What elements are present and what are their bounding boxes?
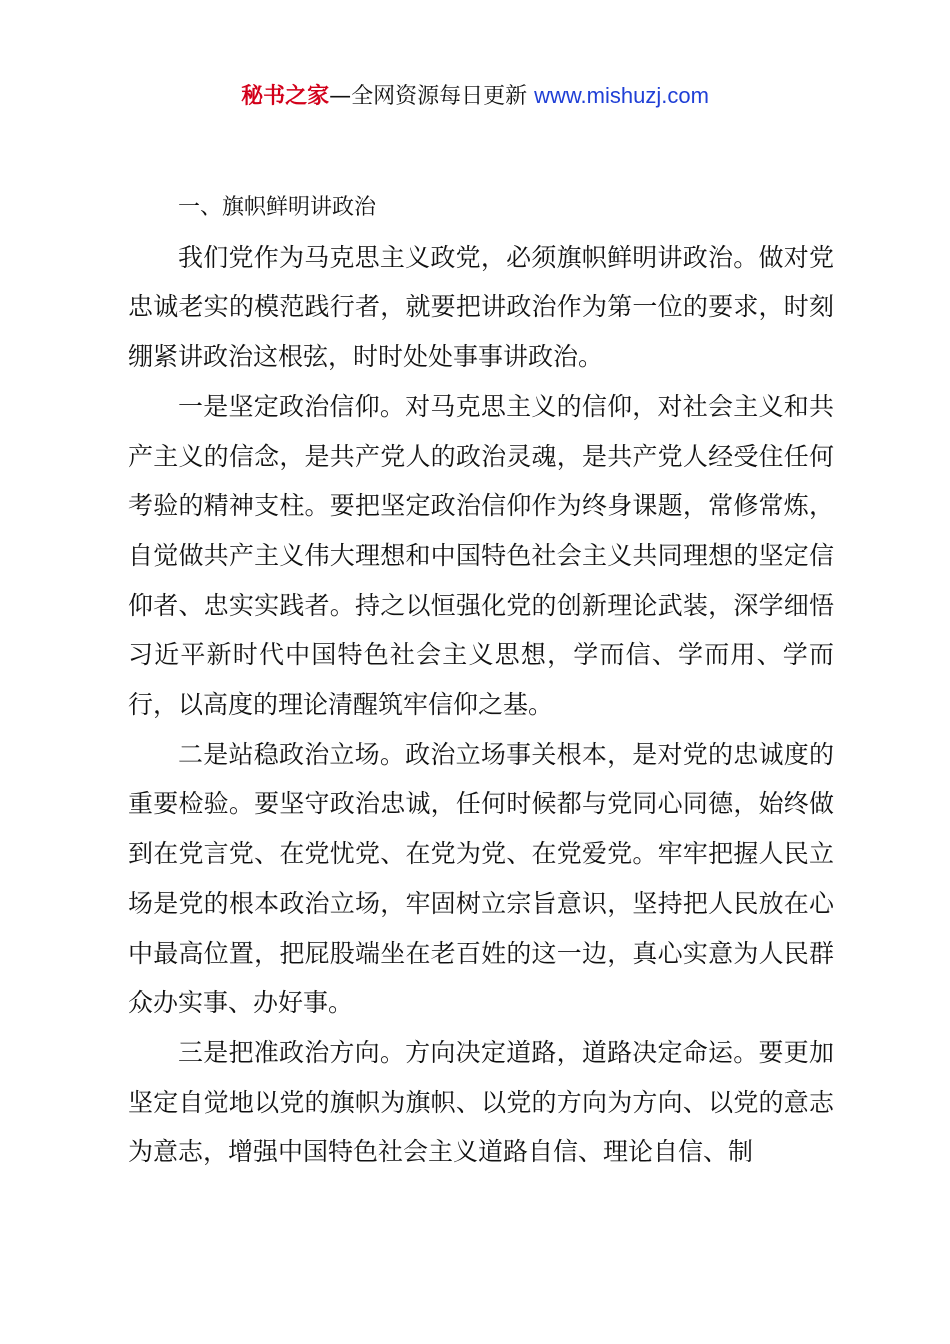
- body-paragraph: 二是站稳政治立场。政治立场事关根本，是对党的忠诚度的重要检验。要坚守政治忠诚，任何时候都与党同心同德，始终做到在党言党、在党忧党、在党为党、在党爱党。牢牢把握人民立场是党的根本政治立场，牢固树立宗旨意识，坚持把人民放在心中最高位置，把屁股端坐在老百姓的这一边，真心实意为人民群众办实事、办好事。: [128, 739, 834, 1018]
- section-heading: 一、旗帜鲜明讲政治: [178, 195, 377, 220]
- site-header: [0, 80, 950, 113]
- body-paragraph: 我们党作为马克思主义政党，必须旗帜鲜明讲政治。做对党忠诚老实的模范践行者，就要把讲政治作为第一位的要求，时刻绷紧讲政治这根弦，时时处处事事讲政治。: [128, 242, 834, 372]
- body-paragraph: 一是坚定政治信仰。对马克思主义的信仰，对社会主义和共产主义的信念，是共产党人的政治灵魂，是共产党人经受住任何考验的精神支柱。要把坚定政治信仰作为终身课题，常修常炼，自觉做共产主义伟大理想和中国特色社会主义共同理想的坚定信仰者、忠实实践者。持之以恒强化党的创新理论武装，深学细悟习近平新时代中国特色社会主义思想，学而信、学而用、学而行，以高度的理论清醒筑牢信仰之基。: [128, 391, 834, 720]
- site-brand[interactable]: 秘书之家: [241, 84, 330, 109]
- document-body: [128, 183, 834, 1177]
- site-tagline: —全网资源每日更新: [329, 84, 535, 109]
- site-url-link[interactable]: www.mishuzj.com: [534, 83, 709, 108]
- body-paragraph: 三是把准政治方向。方向决定道路，道路决定命运。要更加坚定自觉地以党的旗帜为旗帜、以党的方向为方向、以党的意志为意志，增强中国特色社会主义道路自信、理论自信、制: [128, 1037, 834, 1167]
